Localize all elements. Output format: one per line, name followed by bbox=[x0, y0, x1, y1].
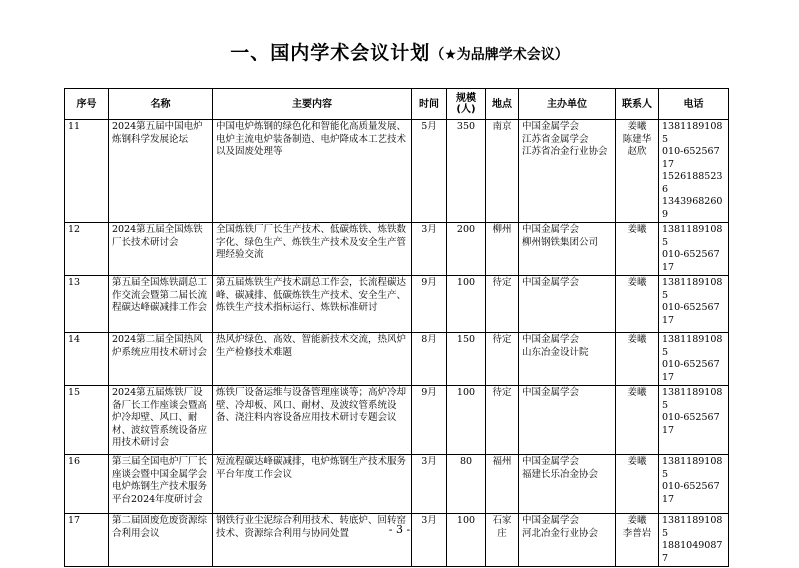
cell-org bbox=[519, 223, 616, 276]
cell-phone-line: 010-65256717 bbox=[662, 146, 720, 170]
cell-contact-line: 姜曦 bbox=[627, 334, 647, 345]
header-content: 主要内容 bbox=[213, 89, 412, 120]
section-title bbox=[0, 38, 799, 65]
cell-phone bbox=[659, 120, 729, 223]
cell-contact bbox=[616, 514, 659, 567]
page-number: - 3 - bbox=[388, 523, 411, 536]
cell-phone-line: 13811891085 bbox=[662, 121, 723, 145]
cell-contact bbox=[616, 223, 659, 276]
cell-content: 中国电炉炼钢的绿色化和智能化高质量发展、电炉主流电炉装备制造、电炉降成本工艺技术以及固废处理等 bbox=[213, 120, 412, 223]
table-header-row bbox=[65, 89, 729, 120]
cell-time: 3月 bbox=[412, 514, 447, 567]
cell-phone bbox=[659, 333, 729, 386]
cell-phone-line: 13439682609 bbox=[662, 196, 723, 220]
cell-name: 2024第五届全国炼铁厂长技术研讨会 bbox=[109, 223, 213, 276]
cell-no: 15 bbox=[65, 386, 109, 455]
cell-name: 第三届全国电炉厂厂长座谈会暨中国金属学会电炉炼钢生产技术服务平台2024年度研讨会 bbox=[109, 455, 213, 514]
cell-no: 11 bbox=[65, 120, 109, 223]
cell-org bbox=[519, 455, 616, 514]
cell-org bbox=[519, 276, 616, 333]
cell-phone bbox=[659, 223, 729, 276]
cell-content: 短流程碳达峰碳减排，电炉炼钢生产技术服务平台年度工作会议 bbox=[213, 455, 412, 514]
cell-content: 热风炉绿色、高效、智能新技术交流，热风炉生产检修技术难题 bbox=[213, 333, 412, 386]
cell-phone-line: 13811891085 bbox=[662, 224, 723, 248]
cell-phone-line: 010-65256717 bbox=[662, 302, 720, 326]
cell-content: 钢铁行业尘泥综合利用技术、转底炉、回转窑技术、资源综合利用与协同处置 bbox=[213, 514, 412, 567]
cell-name: 2024第五届炼铁厂设备厂长工作座谈会暨高炉冷却壁、风口、耐材、波纹管系统设备应用技术研讨会 bbox=[109, 386, 213, 455]
cell-name: 2024第五届中国电炉炼钢科学发展论坛 bbox=[109, 120, 213, 223]
cell-content: 全国炼铁厂厂长生产技术、低碳炼铁、炼铁数字化、绿色生产、炼铁生产技术及安全生产管理经验交流 bbox=[213, 223, 412, 276]
cell-no: 12 bbox=[65, 223, 109, 276]
table-row bbox=[65, 514, 729, 567]
title-note: （★为品牌学术会议） bbox=[430, 47, 569, 63]
table-row bbox=[65, 276, 729, 333]
cell-place: 待定 bbox=[486, 333, 519, 386]
cell-org-line: 柳州钢铁集团公司 bbox=[522, 236, 599, 248]
cell-no: 16 bbox=[65, 455, 109, 514]
cell-phone bbox=[659, 386, 729, 455]
cell-org-line: 山东冶金设计院 bbox=[522, 346, 589, 358]
cell-phone bbox=[659, 514, 729, 567]
cell-scale: 100 bbox=[447, 386, 486, 455]
cell-no: 13 bbox=[65, 276, 109, 333]
cell-place: 柳州 bbox=[486, 223, 519, 276]
cell-scale: 200 bbox=[447, 223, 486, 276]
cell-org-line: 中国金属学会 bbox=[522, 387, 580, 398]
cell-org-line: 中国金属学会 bbox=[522, 456, 580, 467]
cell-org-line: 中国金属学会 bbox=[522, 224, 580, 235]
title-main: 一、国内学术会议计划 bbox=[230, 42, 431, 64]
cell-scale: 100 bbox=[447, 514, 486, 567]
cell-org-line: 中国金属学会 bbox=[522, 334, 580, 345]
header-time: 时间 bbox=[412, 89, 447, 120]
cell-no: 14 bbox=[65, 333, 109, 386]
cell-name: 2024第二届全国热风炉系统应用技术研讨会 bbox=[109, 333, 213, 386]
cell-contact-line: 姜曦 bbox=[627, 515, 647, 526]
cell-org bbox=[519, 386, 616, 455]
cell-scale: 80 bbox=[447, 455, 486, 514]
cell-phone-line: 010-65256717 bbox=[662, 249, 720, 273]
cell-no: 17 bbox=[65, 514, 109, 567]
cell-phone-line: 010-65256717 bbox=[662, 412, 720, 436]
cell-place: 待定 bbox=[486, 386, 519, 455]
cell-phone bbox=[659, 276, 729, 333]
cell-org-line: 中国金属学会 bbox=[522, 515, 580, 526]
cell-name: 第二届固废危废资源综合利用会议 bbox=[109, 514, 213, 567]
cell-time: 9月 bbox=[412, 276, 447, 333]
cell-contact-line: 姜曦 bbox=[627, 456, 647, 467]
cell-phone-line: 13811891085 bbox=[662, 456, 723, 480]
cell-contact bbox=[616, 276, 659, 333]
cell-contact-line: 陈建华 bbox=[622, 133, 652, 145]
cell-org-line: 福建长乐冶金协会 bbox=[522, 468, 599, 480]
cell-org-line: 河北冶金行业协会 bbox=[522, 527, 599, 539]
cell-contact-line: 姜曦 bbox=[627, 277, 647, 288]
cell-org-line: 江苏省金属学会 bbox=[522, 133, 589, 145]
cell-phone-line: 010-65256717 bbox=[662, 359, 720, 383]
cell-phone-line: 13811891085 bbox=[662, 277, 723, 301]
cell-org bbox=[519, 120, 616, 223]
cell-org bbox=[519, 514, 616, 567]
cell-org-line: 中国金属学会 bbox=[522, 277, 580, 288]
header-scale: 规模(人) bbox=[447, 89, 486, 120]
cell-phone-line: 15261885236 bbox=[662, 171, 723, 195]
cell-contact-line: 姜曦 bbox=[627, 387, 647, 398]
header-contact: 联系人 bbox=[616, 89, 659, 120]
cell-phone-line: 13811891085 bbox=[662, 387, 723, 411]
cell-contact bbox=[616, 333, 659, 386]
cell-time: 3月 bbox=[412, 223, 447, 276]
cell-time: 9月 bbox=[412, 386, 447, 455]
table-row bbox=[65, 455, 729, 514]
cell-place: 福州 bbox=[486, 455, 519, 514]
cell-contact-line: 姜曦 bbox=[627, 121, 647, 132]
header-name: 名称 bbox=[109, 89, 213, 120]
table-row bbox=[65, 223, 729, 276]
cell-place: 石家庄 bbox=[486, 514, 519, 567]
cell-scale: 100 bbox=[447, 276, 486, 333]
cell-time: 3月 bbox=[412, 455, 447, 514]
cell-time: 5月 bbox=[412, 120, 447, 223]
cell-phone-line: 010-65256717 bbox=[662, 481, 720, 505]
cell-contact bbox=[616, 455, 659, 514]
cell-phone-line: 13811891085 bbox=[662, 334, 723, 358]
cell-org-line: 中国金属学会 bbox=[522, 121, 580, 132]
cell-place: 待定 bbox=[486, 276, 519, 333]
cell-contact-line: 李普岩 bbox=[622, 527, 652, 539]
table-row bbox=[65, 120, 729, 223]
header-place: 地点 bbox=[486, 89, 519, 120]
cell-content: 第五届炼铁生产技术副总工作会，长流程碳达峰、碳减排、低碳炼铁生产技术、安全生产、炼铁生产技术指标运行、炼铁标准研讨 bbox=[213, 276, 412, 333]
cell-name: 第五届全国炼铁副总工作交流会暨第二届长流程碳达峰碳减排工作会 bbox=[109, 276, 213, 333]
cell-contact bbox=[616, 386, 659, 455]
cell-place: 南京 bbox=[486, 120, 519, 223]
table-row bbox=[65, 386, 729, 455]
cell-contact-line: 赵欣 bbox=[627, 146, 647, 157]
header-no: 序号 bbox=[65, 89, 109, 120]
cell-contact bbox=[616, 120, 659, 223]
conference-table bbox=[64, 88, 729, 567]
cell-scale: 350 bbox=[447, 120, 486, 223]
header-phone: 电话 bbox=[659, 89, 729, 120]
cell-contact-line: 姜曦 bbox=[627, 224, 647, 235]
cell-content: 炼铁厂设备运维与设备管理座谈等；高炉冷却壁、冷却板、风口、耐材、及波纹管系统设备、浇注料内容设备应用技术研讨专题会议 bbox=[213, 386, 412, 455]
cell-org-line: 江苏省冶金行业协会 bbox=[522, 146, 608, 157]
cell-scale: 150 bbox=[447, 333, 486, 386]
table-row bbox=[65, 333, 729, 386]
header-org: 主办单位 bbox=[519, 89, 616, 120]
cell-phone bbox=[659, 455, 729, 514]
cell-phone-line: 13811891085 bbox=[662, 515, 723, 539]
cell-org bbox=[519, 333, 616, 386]
cell-phone-line: 18810490877 bbox=[662, 540, 723, 564]
cell-time: 8月 bbox=[412, 333, 447, 386]
